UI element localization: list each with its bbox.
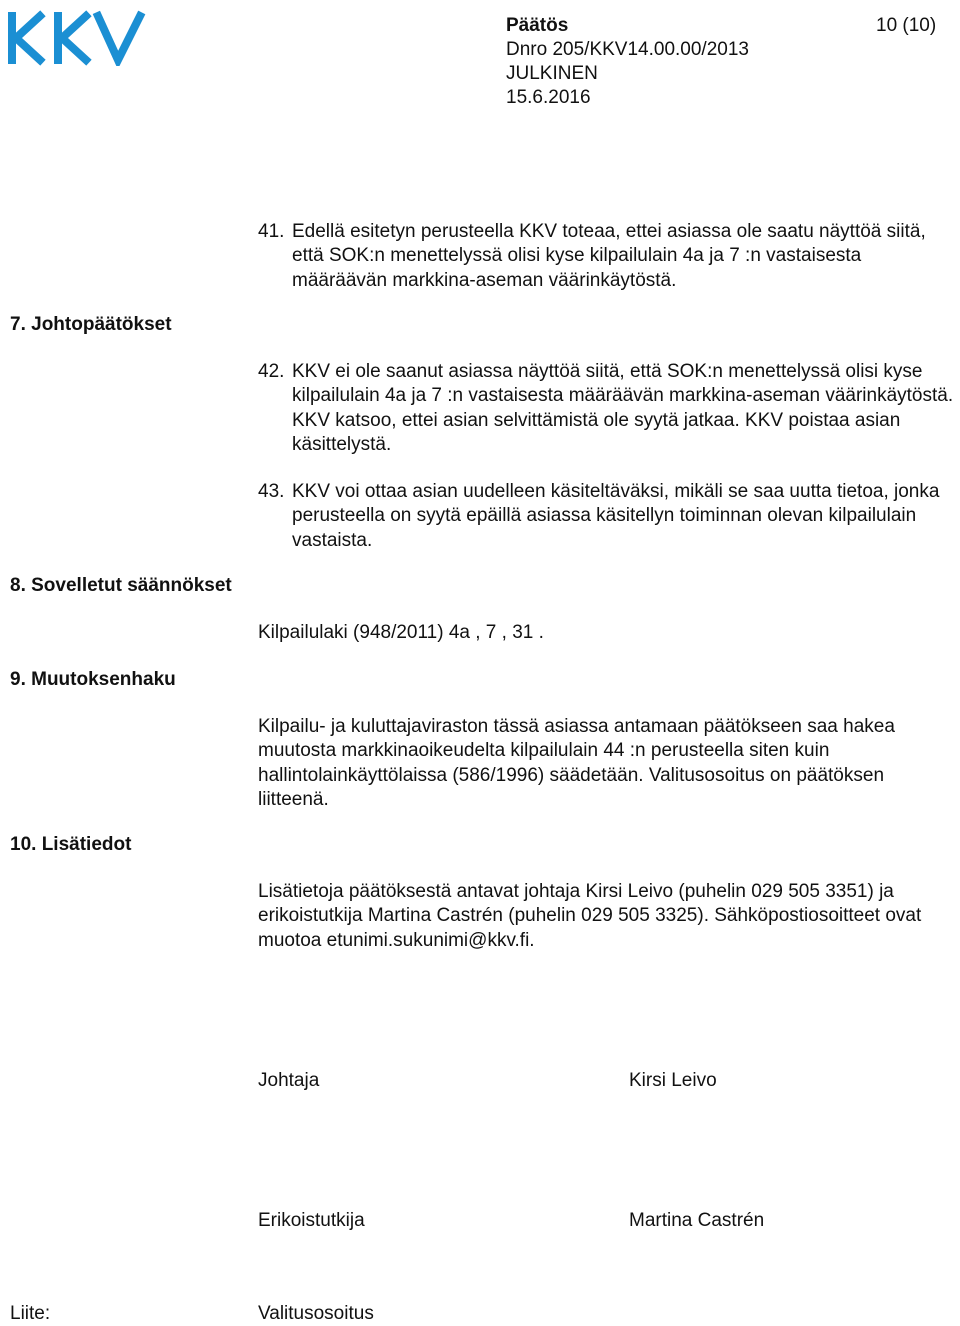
section-heading-further-info: 10. Lisätiedot <box>10 834 132 855</box>
paragraph-41 <box>258 220 958 293</box>
kkv-logo <box>6 8 148 66</box>
signer-name-2: Martina Castrén <box>629 1210 765 1231</box>
section-heading-applied-provisions: 8. Sovelletut säännökset <box>10 575 232 596</box>
document-type: Päätös <box>506 15 569 36</box>
paragraph-text: KKV voi ottaa asian uudelleen käsiteltäväksi, mikäli se saa uutta tietoa, jonka perusteella on syytä epäillä asiassa käsitellyn toiminnan olevan kilpailulain vastaista. <box>292 481 940 551</box>
page-number: 10 (10) <box>876 15 937 36</box>
paragraph-number: 41. <box>258 221 285 242</box>
signer-title-2: Erikoistutkija <box>258 1210 365 1231</box>
paragraph-42 <box>258 360 958 458</box>
paragraph-text: Edellä esitetyn perusteella KKV toteaa, ettei asiassa ole saatu näyttöä siitä, että SOK:n menettelyssä olisi kyse kilpailulain 4a ja 7 :n vastaisesta määräävän markkina-aseman väärinkäytöstä. <box>292 221 926 291</box>
paragraph-number: 42. <box>258 361 285 382</box>
paragraph-43 <box>258 480 958 553</box>
paragraph-number: 43. <box>258 481 285 502</box>
applied-law-text: Kilpailulaki (948/2011) 4a , 7 , 31 . <box>258 622 544 643</box>
section-heading-conclusions: 7. Johtopäätökset <box>10 314 172 335</box>
appeal-text: Kilpailu- ja kuluttajaviraston tässä asiassa antamaan päätökseen saa hakea muutosta markkinaoikeudelta kilpailulain 44 :n perusteella siten kuin hallintolainkäyttölaissa (586/1996) säädetään. Valitusosoitus on päätöksen liitteenä. <box>258 716 895 811</box>
logo-text: KKV <box>6 8 9 9</box>
paragraph-text: KKV ei ole saanut asiassa näyttöä siitä, että SOK:n menettelyssä olisi kyse kilpailulain 4a ja 7 :n vastaisesta määräävän markkina-aseman väärinkäytöstä. KKV katsoo, ettei asian selvittämistä ole syytä jatkaa. KKV poistaa asian käsittelystä. <box>292 361 954 456</box>
further-info-text: Lisätietoja päätöksestä antavat johtaja Kirsi Leivo (puhelin 029 505 3351) ja erikoistutkija Martina Castrén (puhelin 029 505 3325). Sähköpostiosoitteet ovat muotoa etunimi.sukunimi@kkv.fi. <box>258 881 922 951</box>
case-number: Dnro 205/KKV14.00.00/2013 <box>506 39 749 60</box>
classification: JULKINEN <box>506 63 598 84</box>
signer-name-1: Kirsi Leivo <box>629 1070 717 1091</box>
document-date: 15.6.2016 <box>506 87 591 108</box>
section-heading-appeal: 9. Muutoksenhaku <box>10 669 176 690</box>
signer-title-1: Johtaja <box>258 1070 320 1091</box>
attachment-label: Liite: <box>10 1303 51 1324</box>
attachment-value: Valitusosoitus <box>258 1303 374 1324</box>
